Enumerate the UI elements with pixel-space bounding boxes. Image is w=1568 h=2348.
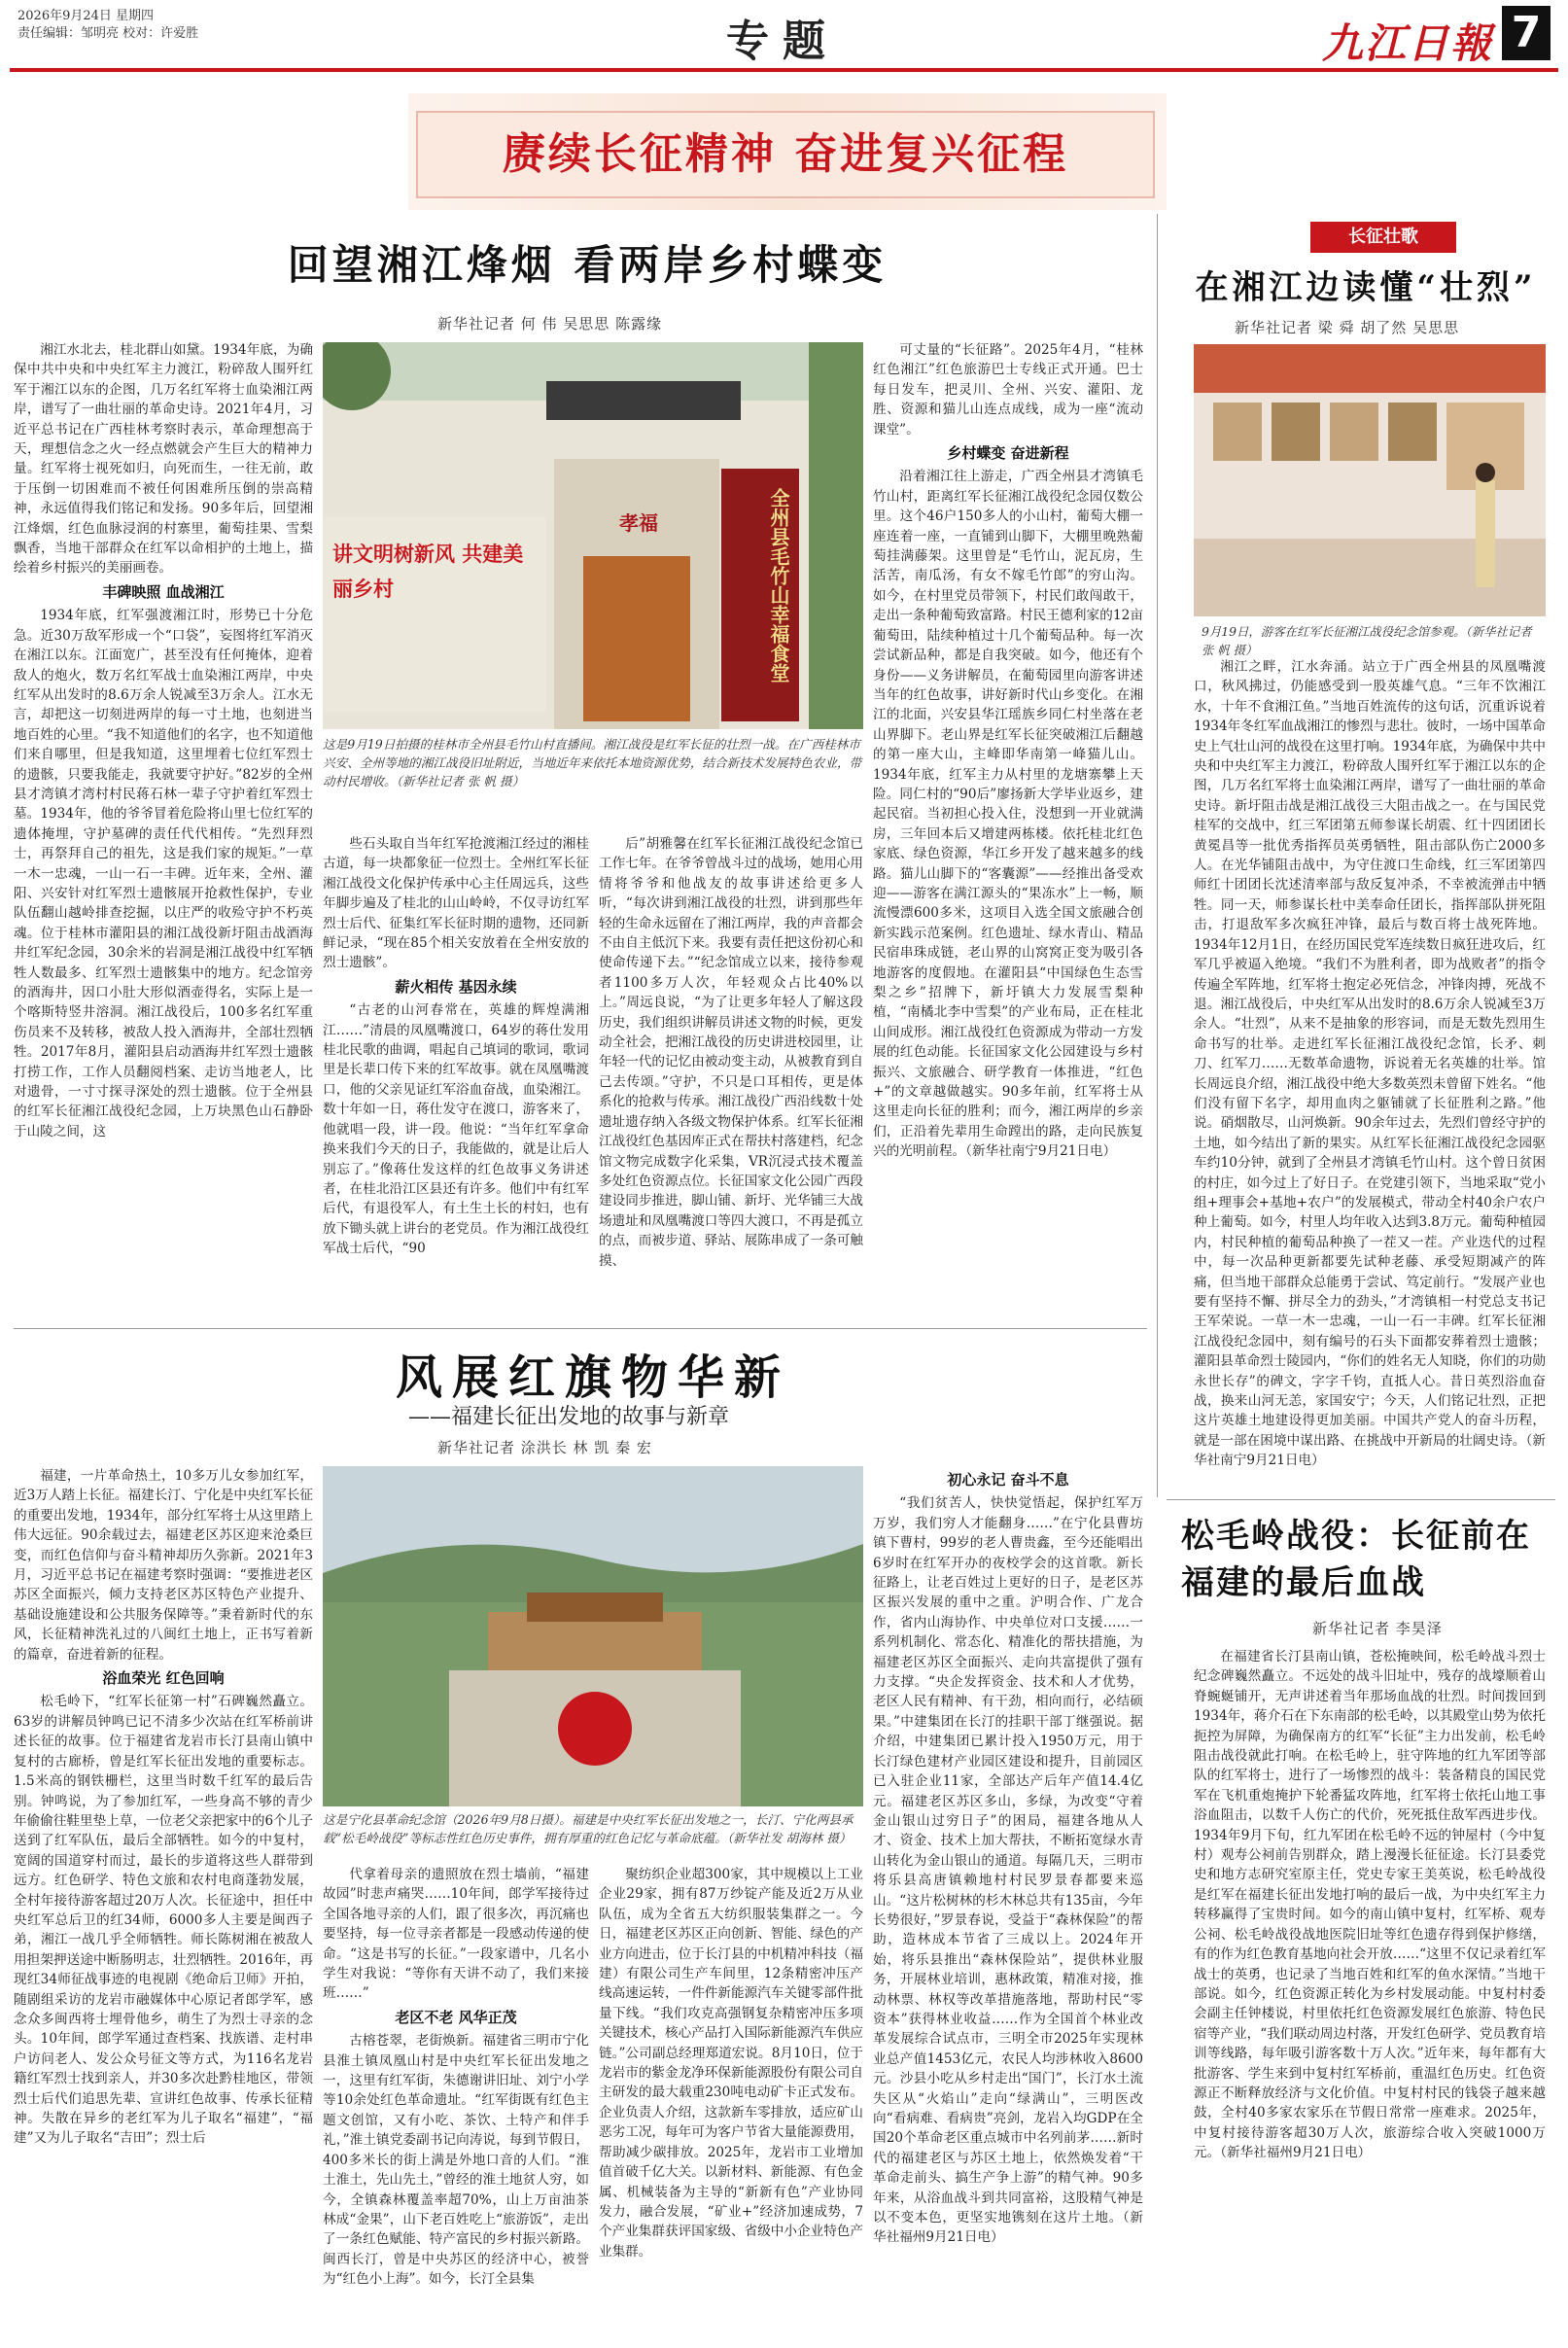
article2-byline: 新华社记者 梁 舜 胡了然 吴思思 [1235, 319, 1460, 336]
article1-title: 回望湘江烽烟 看两岸乡村蝶变 [287, 241, 888, 289]
paragraph: 古榕苍翠，老街焕新。福建省三明市宁化县淮土镇凤凰山村是中央红军长征出发地之一，这里有红军街，朱德谢讲旧址、刘宁小学等10余处红色革命遗址。“红军街既有红色主题文创馆，又有小吃、茶饮、土特产和伴手礼，”淮土镇党委副书记向涛说，每到节假日，400多米长的街上满是外地口音的人们。“淮土淮土，先山先土，”曾经的淮土地贫人穷，如今，全镇森林覆盖率超70%，山上万亩油茶林成“金果”，山下老百姓吃上“旅游饭”，走出了一条红色赋能、特产富民的乡村振兴新路。闽西长汀，曾是中央苏区的经济中心，被誉为“红色小上海”。如今，长汀全县集 [323, 2033, 589, 2288]
article3-column-3 [599, 1865, 863, 2341]
article1-photo [323, 342, 863, 729]
paragraph: 些石头取自当年红军抢渡湘江经过的湘桂古道，每一块都象征一位烈士。全州红军长征湘江战役文化保护传承中心主任周远兵，这些年脚步遍及了桂北的山山岭岭，不仅寻访红军烈士后代、征集红军长征时期的遗物，还同新鲜记录，“现在85个相关安放着在全州安放的烈士遗骸”。 [323, 836, 589, 971]
section-title: 专题 [726, 17, 839, 66]
article3-caption: 这是宁化县革命纪念馆（2026年9月8日摄）。福建是中央红军长征出发地之一，长汀、宁化两县承载“松毛岭战役”等标志性红色历史事件，拥有厚重的红色记忆与革命底蕴。（新华社发 胡海林 摄） [323, 1812, 854, 1845]
article1-column-1 [14, 340, 313, 1318]
subheading: 浴血荣光 红色回响 [102, 1669, 225, 1688]
wall-slogan: 讲文明树新风 共建美丽乡村 [332, 543, 524, 601]
article4-body [1194, 1647, 1546, 2341]
paragraph: 聚纺织企业超300家，其中规模以上工业企业29家，拥有87万纱锭产能及近2万从业队伍，成为全省五大纺织服装集群之一。今日，福建老区苏区正向创新、智能、绿色的产业方向进击，位于长汀县的中机精冲科技（福建）有限公司生产车间里，12条精密冲压产线高速运转，一件件新能源汽车关键零部件批量下线。“我们攻克高强钢复杂精密冲压多项关键技术，核心产品打入国际新能源汽车供应链。”公司副总经理郑道宏说。8月10日，位于龙岩市的紫金龙净环保新能源股份有限公司自主研发的最大载重230吨电动矿卡正式发布。企业负责人介绍，这款新车零排放，适应矿山恶劣工况，每年可为客户节省大量能源费用，帮助减少碳排放。2025年，龙岩市工业增加值首破千亿大关。以新材料、新能源、有色金属、机械装备为主导的“新新有色”产业协同发力，融合发展，“矿业+”经济加速成势，7个产业集群获评国家级、省级中小企业特色产业集群。 [599, 1867, 863, 2260]
article3-column-2 [323, 1865, 589, 2341]
article2-photo [1194, 344, 1546, 616]
special-banner: 赓续长征精神 奋进复兴征程 [416, 111, 1155, 198]
paragraph: 后”胡雅馨在红军长征湘江战役纪念馆已工作七年。在爷爷曾战斗过的战场，她用心用情将爷爷和他战友的故事讲述给更多人听，“每次讲到湘江战役的壮烈，讲到那些年轻的生命永远留在了湘江两岸，我的声音都会不由自主低沉下来。我要有责任把这份初心和使命传递下去。”“纪念馆成立以来，接待参观者1100多万人次，年轻观众占比40%以上。”周远良说，“为了让更多年轻人了解这段历史，我们组织讲解员讲述文物的时候，更发动全社会，把湘江战役的历史讲进校园里，让年轻一代的记忆由被动变主动，从被教育到自己去传颂。”守护，不只是口耳相传，更是体系化的抢救与传承。湘江战役广西沿线数十处遗址遗存纳入各级文物保护体系。红军长征湘江战役红色基因库正式在帮扶村落建档，纪念馆文物完成数字化采集，VR沉浸式技术覆盖多处红色资源点位。长征国家文化公园广西段建设同步推进，脚山铺、新圩、光华铺三大战场遗址和凤凰嘴渡口等四大渡口，不再是孤立的点，而被步道、驿站、展陈串成了一条可触摸、 [599, 836, 863, 1269]
article2-caption: 9月19日，游客在红军长征湘江战役纪念馆参观。（新华社记者 张 帆 摄） [1202, 624, 1532, 657]
column-tag: 长征壮歌 [1310, 222, 1456, 253]
paragraph: “古老的山河春常在，英雄的辉煌满湘江……”清晨的凤凰嘴渡口，64岁的蒋仕发用桂北民歌的曲调，唱起自己填词的歌词，歌词里是长辈口传下来的红军故事。就在凤凰嘴渡口，他的父亲见证红军浴血奋战，血染湘江。数十年如一日，蒋仕发守在渡口，游客来了，他就唱一段，讲一段。他说：“当年红军拿命换来我们今天的日子，我能做的，就是让后人别忘了。”像蒋仕发这样的红色故事义务讲述者，在桂北沿江区县还有许多。他们中有红军后代，有退役军人，有土生土长的村妇，也有放下锄头就上讲台的老党员。作为湘江战役红军战士后代，“90 [323, 1002, 589, 1257]
door-sign: 孝福 [619, 511, 658, 535]
article3-subtitle: ——福建长征出发地的故事与新章 [408, 1405, 730, 1429]
subheading: 丰碑映照 血战湘江 [102, 582, 225, 601]
page-header-meta [17, 8, 198, 43]
article4-byline: 新华社记者 李昊泽 [1312, 1620, 1443, 1637]
header-rule [10, 68, 1558, 72]
article2-body [1194, 657, 1546, 1491]
canteen-sign: 全州县毛竹山幸福食堂 [767, 488, 790, 683]
issue-date: 2026年9月24日 星期四 [17, 9, 155, 23]
section-divider [1167, 1499, 1555, 1500]
article3-byline: 新华社记者 涂洪长 林 凯 秦 宏 [437, 1439, 652, 1456]
paragraph: 福建，一片革命热土，10多万儿女参加红军，近3万人踏上长征。福建长汀、宁化是中央红军长征的重要出发地，1934年，部分红军将士从这里踏上伟大远征。90余载过去，福建老区苏区迎来沧桑巨变，而红色信仰与奋斗精神却历久弥新。2021年3月，习近平总书记在福建考察时强调：“要推进老区苏区全面振兴，倾力支持老区苏区特色产业提升、基础设施建设和公共服务保障等。”秉着新时代的东风，长征精神洗礼过的八闽红土地上，正书写着新的篇章，奋进着新的征程。 [14, 1468, 313, 1663]
article3-photo [323, 1466, 863, 1806]
section-divider [14, 1328, 1147, 1329]
article3-column-4 [873, 1466, 1143, 2341]
paragraph: 湘江之畔，江水奔涌。站立于广西全州县的凤凰嘴渡口，秋风拂过，仍能感受到一股英雄气息。“三年不饮湘江水，十年不食湘江鱼。”当地百姓流传的这句话，沉重诉说着1934年冬红军血战湘江的惨烈与悲壮。彼时，一场中国革命史上气壮山河的战役在这里打响。1934年底，为确保中共中央和中央红军主力渡江，粉碎敌人围歼红军于湘江以东的企图，几万名红军将士血染湘江两岸，谱写了一曲壮丽的革命史诗。新圩阻击战是湘江战役三大阻击战之一。在与国民党桂军的交战中，红三军团第五师参谋长胡震、红十四团团长黄冕昌等一批优秀指挥员英勇牺牲，阻击部队伤亡2000多人。在光华铺阻击战中，为守住渡口生命线，红三军团第四师红十团团长沈述清率部与敌反复冲杀，不幸被流弹击中牺牲。同一天，师参谋长杜中美奉命任团长，指挥部队拼死阻击，打退敌军多次疯狂冲锋，最后与数百将士战死阵地。1934年12月1日，在经历国民党军连续数日疯狂进攻后，红军几乎被逼入绝境。“我们不为胜利者，即为战败者”的指令传遍全军阵地，红军将士抱定必死信念，冲锋肉搏，死战不退。湘江战役后，中央红军从出发时的8.6万余人锐减至3万余人。“壮烈”，从来不是抽象的形容词，而是无数先烈用生命书写的壮举。走进红军长征湘江战役纪念馆，长矛、刺刀、红军刀……无数革命遗物，诉说着无名英雄的壮举。馆长周远良介绍，湘江战役中绝大多数英烈未曾留下姓名。“他们没有留下名字，却用血肉之躯铺就了长征胜利之路。”他说。硝烟散尽，山河焕新。90余年过去，先烈们曾经守护的土地，如今结出了新的果实。从红军长征湘江战役纪念园驱车约10分钟，就到了全州县才湾镇毛竹山村。这个曾日贫困的村庄，如今过上了好日子。在党建引领下，当地采取“党小组+理事会+基地+农户”的发展模式，带动全村40余户农户种上葡萄。如今，村里人均年收入达到3.8万元。葡萄种植园内，村民种植的葡萄品种换了一茬又一茬。产业迭代的过程中，每一次品种更新都要先试种老藤、承受短期减产的阵痛，但当地干部群众总能勇于尝试、笃定前行。“发展产业也要有坚持不懈、拼尽全力的劲头，”才湾镇相一村党总支书记王军荣说。一草一木一忠魂，一山一石一丰碑。红军长征湘江战役纪念园中，刻有编号的石头下面都安葬着烈士遗骸；灌阳县革命烈士陵园内，“你们的姓名无人知晓，你们的功勋永世长存”的碑文，字字千钧，直抵人心。昔日英烈浴血奋战，换来山河无恙，家国安宁；今天，人们铭记壮烈，正把这片英雄土地建设得更加美丽。中国共产党人的奋斗历程，就是一部在困境中谋出路、在挑战中开新局的壮阔史诗。（新华社南宁9月21日电） [1194, 659, 1546, 1469]
article3-column-1 [14, 1466, 313, 2341]
article1-byline: 新华社记者 何 伟 吴思思 陈露缘 [437, 315, 663, 333]
subheading: 初心永记 奋斗不息 [947, 1471, 1069, 1489]
article1-column-4 [873, 340, 1143, 1318]
article2-title: 在湘江边读懂“壮烈” [1195, 268, 1537, 307]
editor-credits: 责任编辑：邹明亮 校对：许爱胜 [17, 26, 199, 41]
paragraph: 沿着湘江往上游走，广西全州县才湾镇毛竹山村，距离红军长征湘江战役纪念园仅数公里。这个46户150多人的小山村，葡萄大棚一座连着一座，一直铺到山脚下，大棚里晚熟葡萄挂满藤架。这里曾是“毛竹山，泥瓦房，生活苦，南瓜汤，有女不嫁毛竹郎”的穷山沟。如今，在村里党员带领下，村民们敢闯敢干，走出一条种葡萄致富路。村民王德利家的12亩葡萄田，陆续种植过十几个葡萄品种。每一次尝试新品种，都是自我突破。如今，他还有个身份——义务讲解员，在葡萄园里向游客讲述当年的红色故事，讲好新时代山乡变化。在湘江的北面，兴安县华江瑶族乡同仁村坐落在老山界脚下。老山界是红军长征突破湘江后翻越的第一座大山，主峰即华南第一峰猫儿山。1934年底，红军主力从村里的龙塘寨攀上天险。同仁村的“90后”廖扬新大学毕业返乡，建起民宿。当初担心投入住，没想到一开业就满房，三年回本后又增建两栋楼。依托桂北红色家底、绿色资源，华江乡开发了越来越多的线路。猫儿山脚下的“客囊源”——经推出备受欢迎——游客在满江源头的“果冻水”上一畅，顺流慢漂600多米，这项目入选全国文旅融合创新实践示范案例。红色遗址、绿水青山、精品民宿串珠成链，老山界的山窝窝正变为吸引各地游客的度假地。在灌阳县“中国绿色生态雪梨之乡”招牌下，新圩镇大力发展雪梨种植，“南橘北李中雪梨”的产业布局，正在桂北山间成形。湘江战役红色资源成为带动一方发展的红色动能。长征国家文化公园建设与乡村振兴、文旅融合、研学教育一体推进，“红色+”的文章越做越实。90多年前，红军将士从这里走向长征的胜利；而今，湘江两岸的乡亲们，正沿着先辈用生命蹚出的路，走向民族复兴的光明前程。（新华社南宁9月21日电） [873, 469, 1143, 1160]
column-divider [1157, 214, 1158, 1497]
paragraph: 1934年底，红军强渡湘江时，形势已十分危急。近30万敌军形成一个“口袋”，妄图将红军消灭在湘江以东。江面宽广，甚至没有任何掩体，迎着敌人的炮火，数万名红军战士血染湘江两岸，中央红军从出发时的8.6万余人锐减至3万余人。江水无言，却把这一切刻进两岸的每一寸土地，也刻进当地百姓的心里。“我不知道他们的名字，也不知道他们来自哪里，但是我知道，这里埋着七位红军烈士的遗骸，只要我能走，我就要守护好。”82岁的全州县才湾镇才湾村村民蒋石林一辈子守护着红军烈士墓。1934年，他的爷爷冒着危险将山里七位红军的遗体掩埋，守护墓碑的责任代代相传。“先烈拜烈士，再祭拜自己的祖先，这是我们家的规矩。”一草一木一忠魂，一山一石一丰碑。近年来，全州、灌阳、兴安针对红军烈士遗骸展开抢救性保护，专业队伍翻山越岭排查挖掘，以庄严的收殓守护不朽英魂。位于桂林市灌阳县的湘江战役新圩阻击战酒海井红军纪念园，30余米的岩洞是湘江战役中红军牺牲人数最多、红军烈士遗骸集中的地方。纪念馆旁的酒海井，因口小肚大形似酒壶得名，实际上是一个喀斯特竖井溶洞。湘江战役后，100多名红军重伤员来不及转移，被敌人投入酒海井，全部壮烈牺牲。2017年8月，灌阳县启动酒海井红军烈士遗骸打捞工作，工作人员翻阅档案、走访当地老人，比对遗骨，一寸寸探寻深处的烈士遗骸。位于全州县的红军长征湘江战役纪念园，上万块黑色山石静卧于山陵之间，这 [14, 608, 313, 1139]
subheading: 老区不老 风华正茂 [395, 2008, 517, 2026]
article3-title: 风展红旗物华新 [395, 1350, 790, 1405]
paragraph: 松毛岭下，“红军长征第一村”石碑巍然矗立。63岁的讲解员钟鸣已记不清多少次站在红军桥前讲述长征的故事。位于福建省龙岩市长汀县南山镇中复村的古廊桥，曾是红军长征出发地的重要标志。1.5米高的钢铁栅栏，这里当时数千红军的最后告别。钟鸣说，为了参加红军，一些身高不够的青少年偷偷往鞋里垫上草，一位老父亲把家中的6个儿子送到了红军队伍，最后全部牺牲。如今的中复村，宽阔的国道穿村而过，最长的步道将这些人群带到远方。红色研学、特色文旅和农村电商蓬勃发展，全村年接待游客超过20万人次。长征途中，担任中央红军总后卫的红34师，6000多人主要是闽西子弟，湘江一战几乎全师牺牲。师长陈树湘在被敌人用担架押送途中断肠明志，壮烈牺牲。2016年，再现红34师征战事迹的电视剧《绝命后卫师》开拍，随剧组采访的龙岩市融媒体中心原记者郎学军，感念众多闽西将士埋骨他乡，萌生了为烈士寻亲的念头。10年间，郎学军通过查档案、找族谱、走村串户访问老人、发公众号征文等方式，为116名龙岩籍红军烈士找到亲人，并30多次赴黔桂地区，带领烈士后代们追思先辈、宣讲红色故事、传承长征精神。失散在异乡的老红军为儿子取名“福建”，“福建”又为儿子取名“吉田”；烈士后 [14, 1694, 313, 2147]
paragraph: 湘江水北去，桂北群山如黛。1934年底，为确保中共中央和中央红军主力渡江，粉碎敌人围歼红军于湘江以东的企图，几万名红军将士血染湘江两岸，谱写了一曲壮丽的革命史诗。2021年4月，习近平总书记在广西桂林考察时表示，革命理想高于天，理想信念之火一经点燃就会产生巨大的精神力量。红军将士视死如归，向死而生，一往无前，敢于压倒一切困难而不被任何困难所压倒的崇高精神，永远值得我们铭记和发扬。90多年后，回望湘江烽烟，红色血脉浸润的村寨里，葡萄挂果、雪梨飘香，当地干部群众在红军以命相护的土地上，描绘着乡村振兴的美丽画卷。 [14, 342, 313, 577]
page-number: 7 [1502, 6, 1551, 60]
subheading: 乡村蝶变 奋进新程 [947, 444, 1069, 463]
article1-column-3 [599, 834, 863, 1320]
article4-title: 松毛岭战役：长征前在福建的最后血战 [1181, 1517, 1531, 1602]
paragraph: 在福建省长汀县南山镇，苍松掩映间，松毛岭战斗烈士纪念碑巍然矗立。不远处的战斗旧址中，残存的战壕顺着山脊蜿蜒铺开，无声讲述着当年那场血战的壮烈。时间拨回到1934年，蒋介石在下东南部的松毛岭，以其殿堂山势为依托扼控为屏障，为确保南方的红军“长征”主力出发前，松毛岭阻击战役就此打响。在松毛岭上，驻守阵地的红九军团等部队的红军将士，进行了一场惨烈的战斗：装备精良的国民党军在飞机重炮掩护下轮番猛攻阵地，红军将士依托山地工事浴血阻击，以数千人伤亡的代价，死死抵住敌军西进步伐。1934年9月下旬，红九军团在松毛岭不远的钟屋村（今中复村）观寿公祠前告别群众，踏上漫漫长征征途。长汀县委党史和地方志研究室原主任，党史专家王美英说，松毛岭战役是红军在福建长征出发地打响的最后一战，为中央红军主力转移赢得了宝贵时间。如今的南山镇中复村，红军桥、观寿公祠、松毛岭战役战地医院旧址等红色遗存得到保护修缮，有的作为红色教育基地向社会开放……“这里不仅记录着红军战士的英勇，也记录了当地百姓和红军的鱼水深情。”当地干部说。如今，红色资源正转化为乡村发展动能。中复村村委会副主任钟楼说，村里依托红色资源发展红色旅游、特色民宿等产业，“我们联动周边村落，开发红色研学、党员教育培训等线路，每年吸引游客数十万人次。”近年来，每年都有大批游客、学生来到中复村红军桥前，重温红色历史。红色资源正不断释放经济与文化价值。中复村村民的钱袋子越来越鼓，全村40多家农家乐在节假日常常一座难求。2025年，中复村接待游客超30万人次，旅游综合收入突破1000万元。（新华社福州9月21日电） [1194, 1649, 1546, 2161]
paragraph: 可丈量的“长征路”。2025年4月，“桂林红色湘江”红色旅游巴士专线正式开通。巴士每日发车，把灵川、全州、兴安、灌阳、龙胜、资源和猫儿山连点成线，成为一座“流动课堂”。 [873, 342, 1143, 438]
article1-column-2 [323, 834, 589, 1320]
article1-caption: 这是9月19日拍摄的桂林市全州县毛竹山村直播间。湘江战役是红军长征的壮烈一战。在广西桂林市兴安、全州等地的湘江战役旧址附近，当地近年来依托本地资源优势，结合新技术发展特色农业，带动村民增收。（新华社记者 张 帆 摄） [323, 737, 862, 789]
subheading: 薪火相传 基因永续 [395, 977, 517, 996]
newspaper-logo: 九江日報 [1322, 19, 1494, 67]
paragraph: “我们贫苦人，快快觉悟起，保护红军万万岁，我们穷人才能翻身……”在宁化县曹坊镇下曹村，99岁的老人曹贵鑫，至今还能唱出6岁时在红军开办的夜校学会的这首歌。新长征路上，让老百姓过上更好的日子，是老区苏区振兴发展的重中之重。沪明合作、广龙合作，省内山海协作、中央单位对口支援……一系列机制化、常态化、精准化的帮扶措施，为福建老区苏区全面振兴、走向共富提供了强有力支撑。“央企发挥资金、技术和人才优势，老区人民有精神、有干劲，相向而行，必结硕果。”中建集团在长汀的挂职干部丁继强说。据介绍，中建集团已累计投入1950万元，用于长汀绿色建材产业园区建设和提升，目前园区已入驻企业11家，全部达产后年产值14.4亿元。福建老区苏区多山，多绿，为改变“守着金山银山过穷日子”的困局，福建各地从人才、资金、技术上加大帮扶，不断拓宽绿水青山转化为金山银山的通道。每隔几天，三明市将乐县高唐镇赖地村村民罗景春都要来巡山。“这片松树林的杉木林总共有135亩，今年长势很好，”罗景春说，受益于“森林保险”的帮助，造林成本节省了三成以上。2024年开始，将乐县推出“森林保险站”，提供林业服务，开展林业培训，惠林政策，精准对接，推动林票、林权等改革措施落地，帮助村民“零资本”获得林业收益……作为全国首个林业改革发展综合试点市，三明全市2025年实现林业总产值1453亿元，农民人均涉林收入8600元。沙县小吃从乡村走出“国门”，长汀水土流失区从“火焰山”走向“绿满山”，三明医改向“看病难、看病贵”亮剑，龙岩入均GDP在全国20个革命老区重点城市中名列前茅……新时代的福建老区与苏区土地上，依然焕发着“干革命走前头、搞生产争上游”的精气神。90多年来，从浴血战斗到共同富裕，这股精气神是以不变本色，更坚实地镌刻在这片土地。（新华社福州9月21日电） [873, 1495, 1143, 2246]
paragraph: 代拿着母亲的遗照放在烈士墙前，“福建故园”时悲声痛哭……10年间，郎学军接待过全国各地寻亲的人们，跟了很多次，再沉痛也要坚持，每一位寻亲者都是一段感动传递的使命。“这是书写的长征。”一段家谱中，几名小学生对我说：“等你有天讲不动了，我们来接班……” [323, 1867, 589, 2002]
